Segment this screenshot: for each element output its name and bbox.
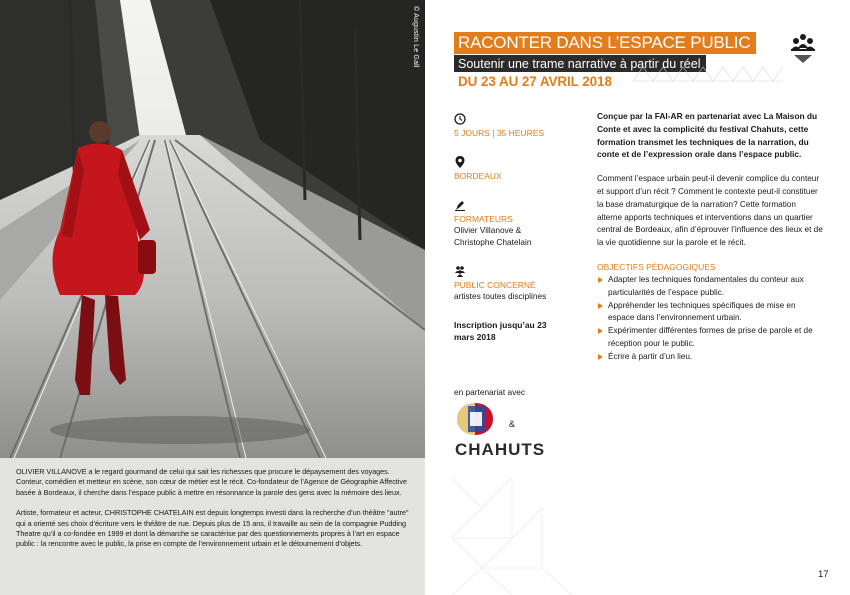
audience-label: PUBLIC CONCERNÉ — [454, 280, 536, 290]
page-number: 17 — [818, 569, 829, 580]
clock-icon — [454, 112, 466, 126]
chahuts-logo: CHAHUTS — [455, 440, 546, 459]
trainers-line1: Olivier Villanove & — [454, 225, 522, 235]
registration-line2: mars 2018 — [454, 331, 496, 342]
writing-hand-icon — [454, 198, 466, 212]
trainers-label: FORMATEURS — [454, 214, 513, 224]
objective-item: Écrire à partir d’un lieu. — [597, 351, 823, 364]
trainers-block — [454, 198, 574, 248]
description-intro: Conçue par la FAI-AR en partenariat avec La Maison du Conte et avec la complicité du festival Chahuts, cette formation transmet les techniques de la narration, du conte et de l’expression orale dans l’espace public. — [597, 111, 818, 160]
page-title: RACONTER DANS L’ESPACE PUBLIC — [458, 33, 751, 52]
bio-christophe: Artiste, formateur et acteur, CHRISTOPHE CHATELAIN est depuis longtemps investi dans la recherche d’un théâtre "autre" qui a orienté ses choix d’écriture vers le théâtre de rue. Depuis plus de 15 ans, il travaille au sein de la compagnie Pudding Theatre qu’il a co-fondée en 1999 et dont la démarche se caractérise par des questionnements propres à l’art en espace public : la rencontre avec le public, la prise en compte de l’environnement urbain et le détournement d’objets. — [16, 508, 409, 549]
photo-credit: © Augustin Le Gall — [412, 6, 419, 68]
location: BORDEAUX — [454, 171, 502, 181]
trainers-bio — [0, 458, 425, 595]
bio-olivier: OLIVIER VILLANOVE a le regard gourmand de celui qui sait les richesses que procure le dépaysement des voyages. Conteur, comédien et metteur en scène, son cœur de métier est le récit. Co-fondateur de l’Agence de Géographie Affective basée à Bordeaux, il cherche dans l’espace public à mettre en résonnance la parole des gens avec la mémoire des lieux. — [16, 467, 407, 497]
street-photo-illustration — [0, 0, 425, 458]
objectives-list — [597, 274, 823, 364]
maison-du-conte-logo — [456, 402, 494, 436]
hero-photo — [0, 0, 425, 458]
objectives-heading: OBJECTIFS PÉDAGOGIQUES — [597, 261, 716, 272]
people-icon — [454, 264, 466, 278]
audience-block — [454, 264, 574, 303]
registration-block — [454, 319, 574, 343]
decorative-zigzag — [633, 64, 783, 82]
objective-item: Expérimenter différentes formes de prise de parole et de réception pour le public. — [597, 325, 823, 351]
duration: 5 JOURS | 35 HEURES — [454, 128, 545, 138]
trainers-line2: Christophe Chatelain — [454, 236, 532, 247]
title-banner — [454, 32, 756, 54]
description-body: Comment l’espace urbain peut-il devenir complice du conteur et support d’un récit ? Comment le contexte peut-il constituer la base dramaturgique de la narration? Cette formation alterne apports techniques et interventions dans un quartier central de Bordeaux, afin d’éprouver l’influence des lieux et de la vie quotidienne sur la parole et le récit. — [597, 174, 823, 248]
info-column — [454, 112, 574, 359]
objective-item: Adapter les techniques fondamentales du conteur aux particularités de l’espace public. — [597, 274, 823, 300]
audience-value: artistes toutes disciplines — [454, 291, 547, 301]
partners-ampersand: & — [509, 419, 516, 429]
decorative-triangles — [452, 478, 592, 595]
duration-block — [454, 112, 574, 139]
partners-intro: en partenariat avec — [454, 387, 526, 397]
map-pin-icon — [454, 155, 466, 169]
partners-intro-block — [454, 387, 574, 403]
dates: DU 23 AU 27 AVRIL 2018 — [458, 74, 612, 89]
description-column — [597, 110, 823, 364]
objective-item: Appréhender les techniques spécifiques de mise en espace dans l’environnement urbain. — [597, 300, 823, 326]
registration-line1: Inscription jusqu’au 23 — [454, 319, 547, 330]
location-block — [454, 155, 574, 182]
group-icon — [790, 32, 816, 64]
page-subtitle: Soutenir une trame narrative à partir du réel — [458, 57, 701, 71]
